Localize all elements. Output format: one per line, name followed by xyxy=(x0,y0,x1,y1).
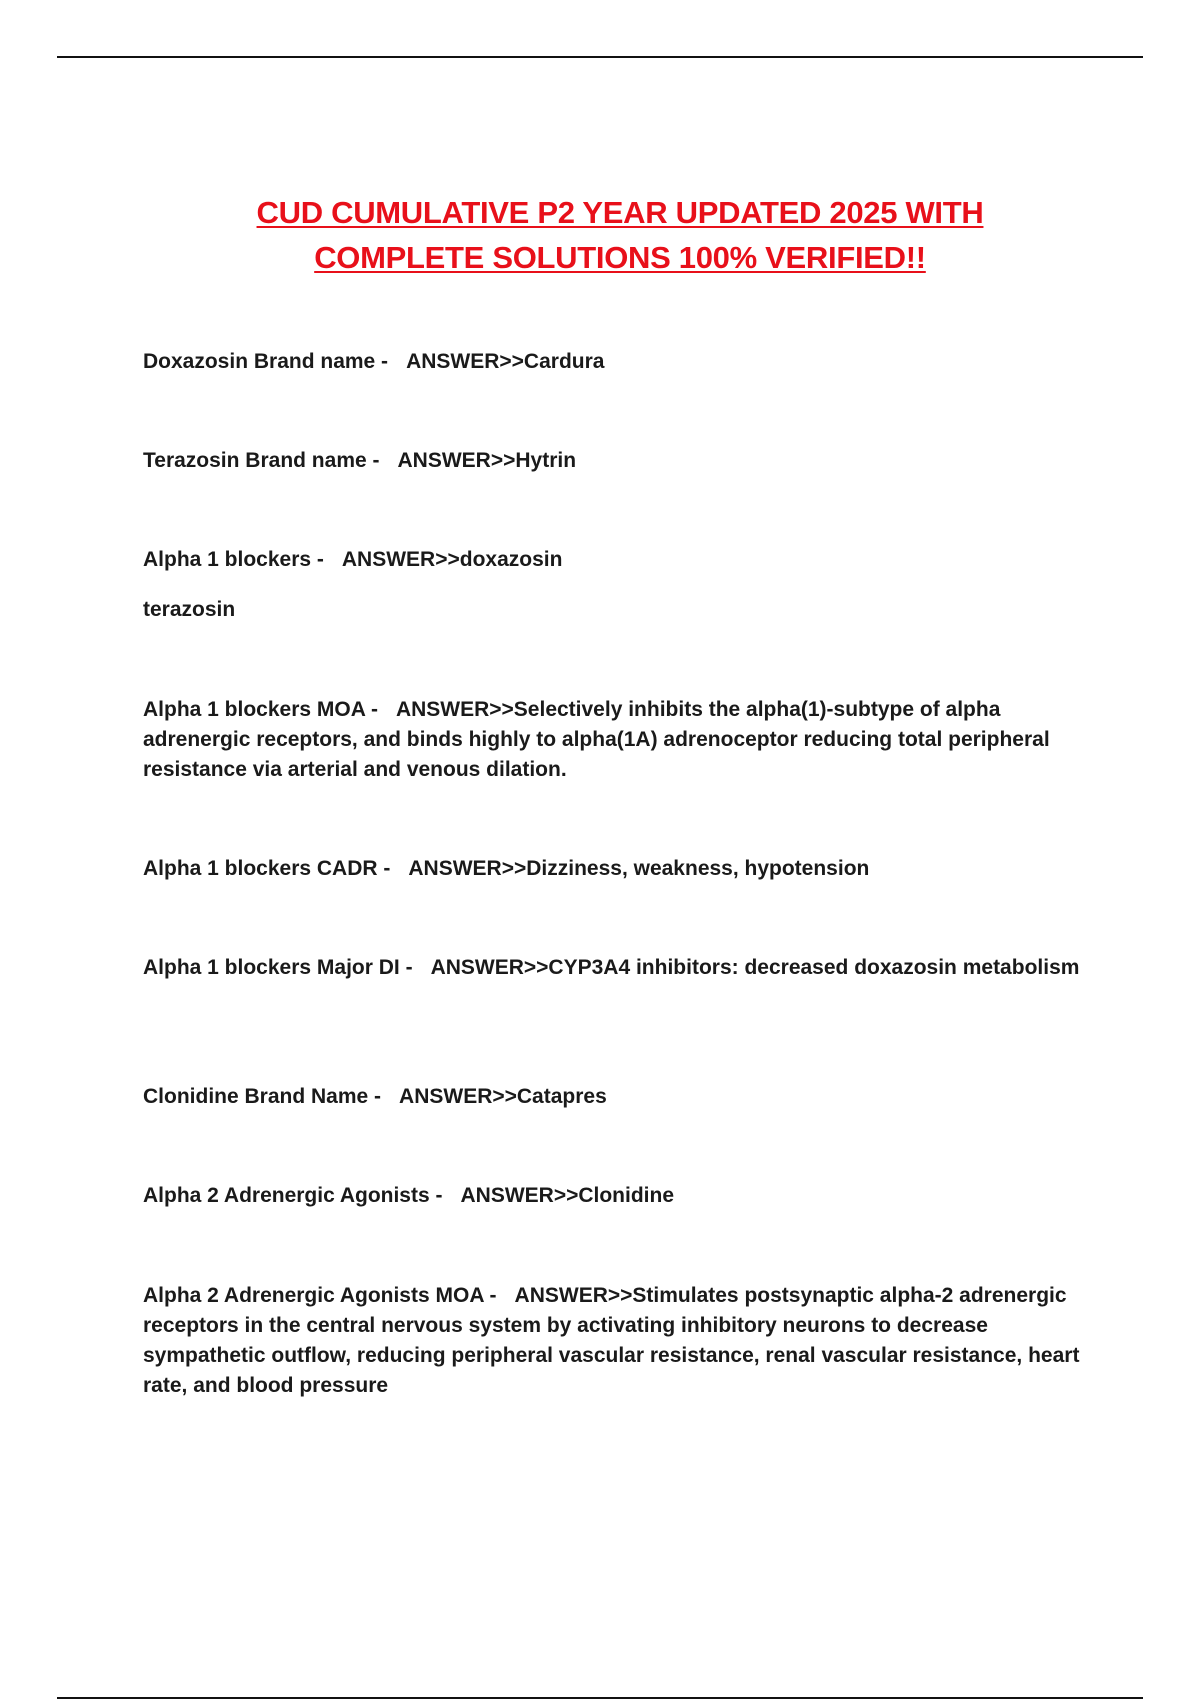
title-line-1: CUD CUMULATIVE P2 YEAR UPDATED 2025 WITH xyxy=(256,195,984,230)
answer: ANSWER>>Stimulates postsynaptic alpha-2 adrenergic receptors in the central nervous system by activating inhibitory neurons to decrease sympathetic outflow, reducing peripheral vascular resistance, renal vascular resistance, heart rate, and blood pressure xyxy=(143,1284,1080,1397)
document-title xyxy=(200,190,1040,280)
qa-entry-doxazosin-brand xyxy=(143,347,1083,377)
qa-entry-alpha1-cadr xyxy=(143,854,1083,884)
question: Clonidine Brand Name - xyxy=(143,1085,382,1108)
question: Alpha 1 blockers CADR - xyxy=(143,857,391,880)
answer: ANSWER>>Catapres xyxy=(399,1085,607,1108)
answer-continuation: terazosin xyxy=(143,598,236,621)
answer: ANSWER>>Selectively inhibits the alpha(1)-subtype of alpha adrenergic receptors, and binds highly to alpha(1A) adrenoceptor reducing total peripheral resistance via arterial and venous dilation. xyxy=(143,698,1050,781)
qa-entry-alpha1-blockers xyxy=(143,545,1083,625)
qa-entry-alpha1-moa xyxy=(143,695,1083,785)
question: Alpha 1 blockers - xyxy=(143,548,324,571)
question: Alpha 2 Adrenergic Agonists MOA - xyxy=(143,1284,497,1307)
answer: ANSWER>>Dizziness, weakness, hypotension xyxy=(408,857,870,880)
question: Terazosin Brand name - xyxy=(143,449,380,472)
answer: ANSWER>>Hytrin xyxy=(397,449,577,472)
title-line-2: COMPLETE SOLUTIONS 100% VERIFIED!! xyxy=(314,240,926,275)
question: Alpha 1 blockers MOA - xyxy=(143,698,378,721)
qa-entry-terazosin-brand xyxy=(143,446,1083,476)
qa-entry-alpha2-agonists xyxy=(143,1181,1083,1211)
header-rule xyxy=(57,56,1143,58)
answer: ANSWER>>Clonidine xyxy=(460,1184,675,1207)
qa-entry-clonidine-brand xyxy=(143,1082,1083,1112)
question: Alpha 1 blockers Major DI - xyxy=(143,956,413,979)
qa-entry-alpha1-major-di xyxy=(143,953,1083,983)
qa-entry-alpha2-moa xyxy=(143,1281,1083,1401)
answer: ANSWER>>doxazosin xyxy=(341,548,563,571)
question: Doxazosin Brand name - xyxy=(143,350,389,373)
footer-rule xyxy=(57,1697,1143,1699)
answer: ANSWER>>CYP3A4 inhibitors: decreased doxazosin metabolism xyxy=(430,956,1080,979)
answer: ANSWER>>Cardura xyxy=(406,350,605,373)
question: Alpha 2 Adrenergic Agonists - xyxy=(143,1184,443,1207)
